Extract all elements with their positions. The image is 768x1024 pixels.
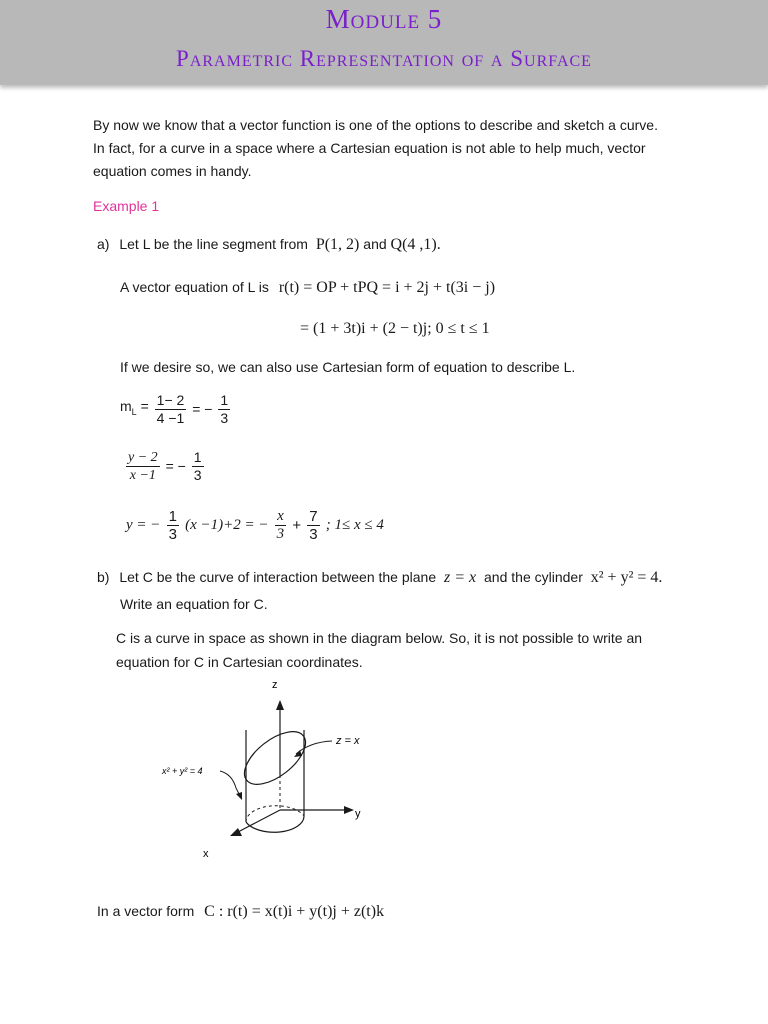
final-3a: 3	[276, 526, 285, 542]
cylinder-leader	[220, 771, 240, 796]
part-a-line	[97, 232, 441, 257]
z-axis-arrow	[276, 700, 284, 710]
part-b-line	[97, 565, 662, 590]
y-axis-label: y	[355, 808, 361, 820]
part-b-lead: Let C be the curve of interaction between the plane	[119, 569, 437, 585]
slope-fraction	[155, 392, 187, 427]
vector-equation-line	[120, 275, 495, 300]
final-plus: +	[292, 517, 302, 534]
base-front	[246, 816, 304, 832]
cylinder-diagram	[150, 670, 390, 870]
intro-line-1: By now we know that a vector function is one of the options to describe and sketch a curve.	[93, 117, 658, 133]
point-slope-result	[192, 449, 204, 484]
slope-numerator: 1− 2	[156, 392, 185, 408]
slope-result-den: 3	[220, 410, 229, 426]
point-slope-equation: $\frac{y - 2}{x -1}$ = − $\frac{1}{3}$	[128, 449, 202, 483]
cylinder-label: x² + y² = 4	[162, 766, 203, 776]
cartesian-note: If we desire so, we can also use Cartesian form of equation to describe L.	[120, 359, 576, 375]
x-axis-label: x	[203, 848, 209, 860]
slope-denominator: 4 −1	[156, 410, 185, 426]
final-equation	[126, 508, 384, 543]
vector-expression: r(t) = OP + tPQ = i + 2j + t(3i − j)	[278, 279, 496, 296]
part-b-marker: b)	[97, 569, 110, 585]
cylinder-leader-arrow	[236, 792, 242, 800]
y-axis-arrow	[344, 806, 354, 814]
final-frac-1: $\frac{1}{3}$	[168, 508, 177, 543]
final-x: x	[275, 508, 287, 526]
plane-leader-arrow	[294, 750, 302, 757]
vector-form-line	[97, 899, 384, 924]
explain-line-2: equation for C in Cartesian coordinates.	[116, 654, 363, 670]
intersection-curve	[236, 722, 315, 795]
plane-leader	[296, 741, 332, 754]
final-7: 7	[309, 508, 318, 525]
slope-equation: $m_L$ = $\frac{1- 2}{4 -1}$ = − $\frac{1}{3}$	[120, 392, 229, 426]
point-q: Q(4 ,1).	[390, 236, 441, 253]
part-a-lead: Let L be the line segment from	[119, 236, 308, 252]
z-axis-label: z	[272, 679, 278, 691]
final-frac-7	[307, 508, 319, 543]
x-axis	[238, 810, 280, 832]
slope-sub: L	[131, 406, 137, 417]
and-word: and	[363, 236, 387, 252]
part-b-ask: Write an equation for C.	[120, 596, 268, 612]
module-banner	[0, 0, 768, 85]
point-p: P(1, 2)	[315, 236, 360, 253]
plane-eq: z = x	[444, 569, 477, 586]
final-frac-x	[275, 508, 287, 543]
cylinder-eq: x² + y² = 4.	[590, 569, 663, 586]
intro-line-2: In fact, for a curve in a space where a Cartesian equation is not able to help much, vector	[93, 140, 646, 156]
part-b-mid: and the cylinder	[484, 569, 583, 585]
base-back	[246, 806, 304, 822]
final-mid: (x −1)+2 = −	[185, 517, 269, 533]
vector-expression-2: = (1 + 3t)i + (2 − t)j; 0 ≤ t ≤ 1	[300, 320, 490, 337]
point-slope-den: x −1	[129, 468, 156, 483]
module-title: Module 5	[325, 4, 443, 34]
plane-label: z = x	[336, 735, 360, 747]
slope-eq: =	[140, 398, 149, 415]
slope-lhs: m	[120, 398, 132, 415]
module-subtitle: Parametric Representation of a Surface	[176, 46, 592, 71]
vector-form-expr: C : r(t) = x(t)i + y(t)j + z(t)k	[204, 903, 385, 920]
part-a-marker: a)	[97, 236, 110, 252]
vector-form-lead: In a vector form	[97, 903, 195, 919]
example-label: Example 1	[93, 198, 160, 214]
final-range: ; 1≤ x ≤ 4	[325, 517, 384, 533]
point-slope-res-den: 3	[193, 467, 202, 483]
final-3b: 3	[309, 526, 318, 543]
point-slope-num: y − 2	[128, 450, 158, 465]
x-axis-arrow	[230, 828, 242, 836]
point-slope-res-num: 1	[193, 449, 202, 465]
point-slope-fraction	[126, 449, 160, 484]
intro-line-3: equation comes in handy.	[93, 163, 252, 179]
vector-lead: A vector equation of L is	[120, 279, 269, 295]
final-lhs: y = −	[126, 517, 161, 533]
explain-line-1: C is a curve in space as shown in the diagram below. So, it is not possible to write an	[116, 630, 643, 646]
slope-result	[218, 392, 230, 427]
slope-result-num: 1	[220, 392, 229, 408]
